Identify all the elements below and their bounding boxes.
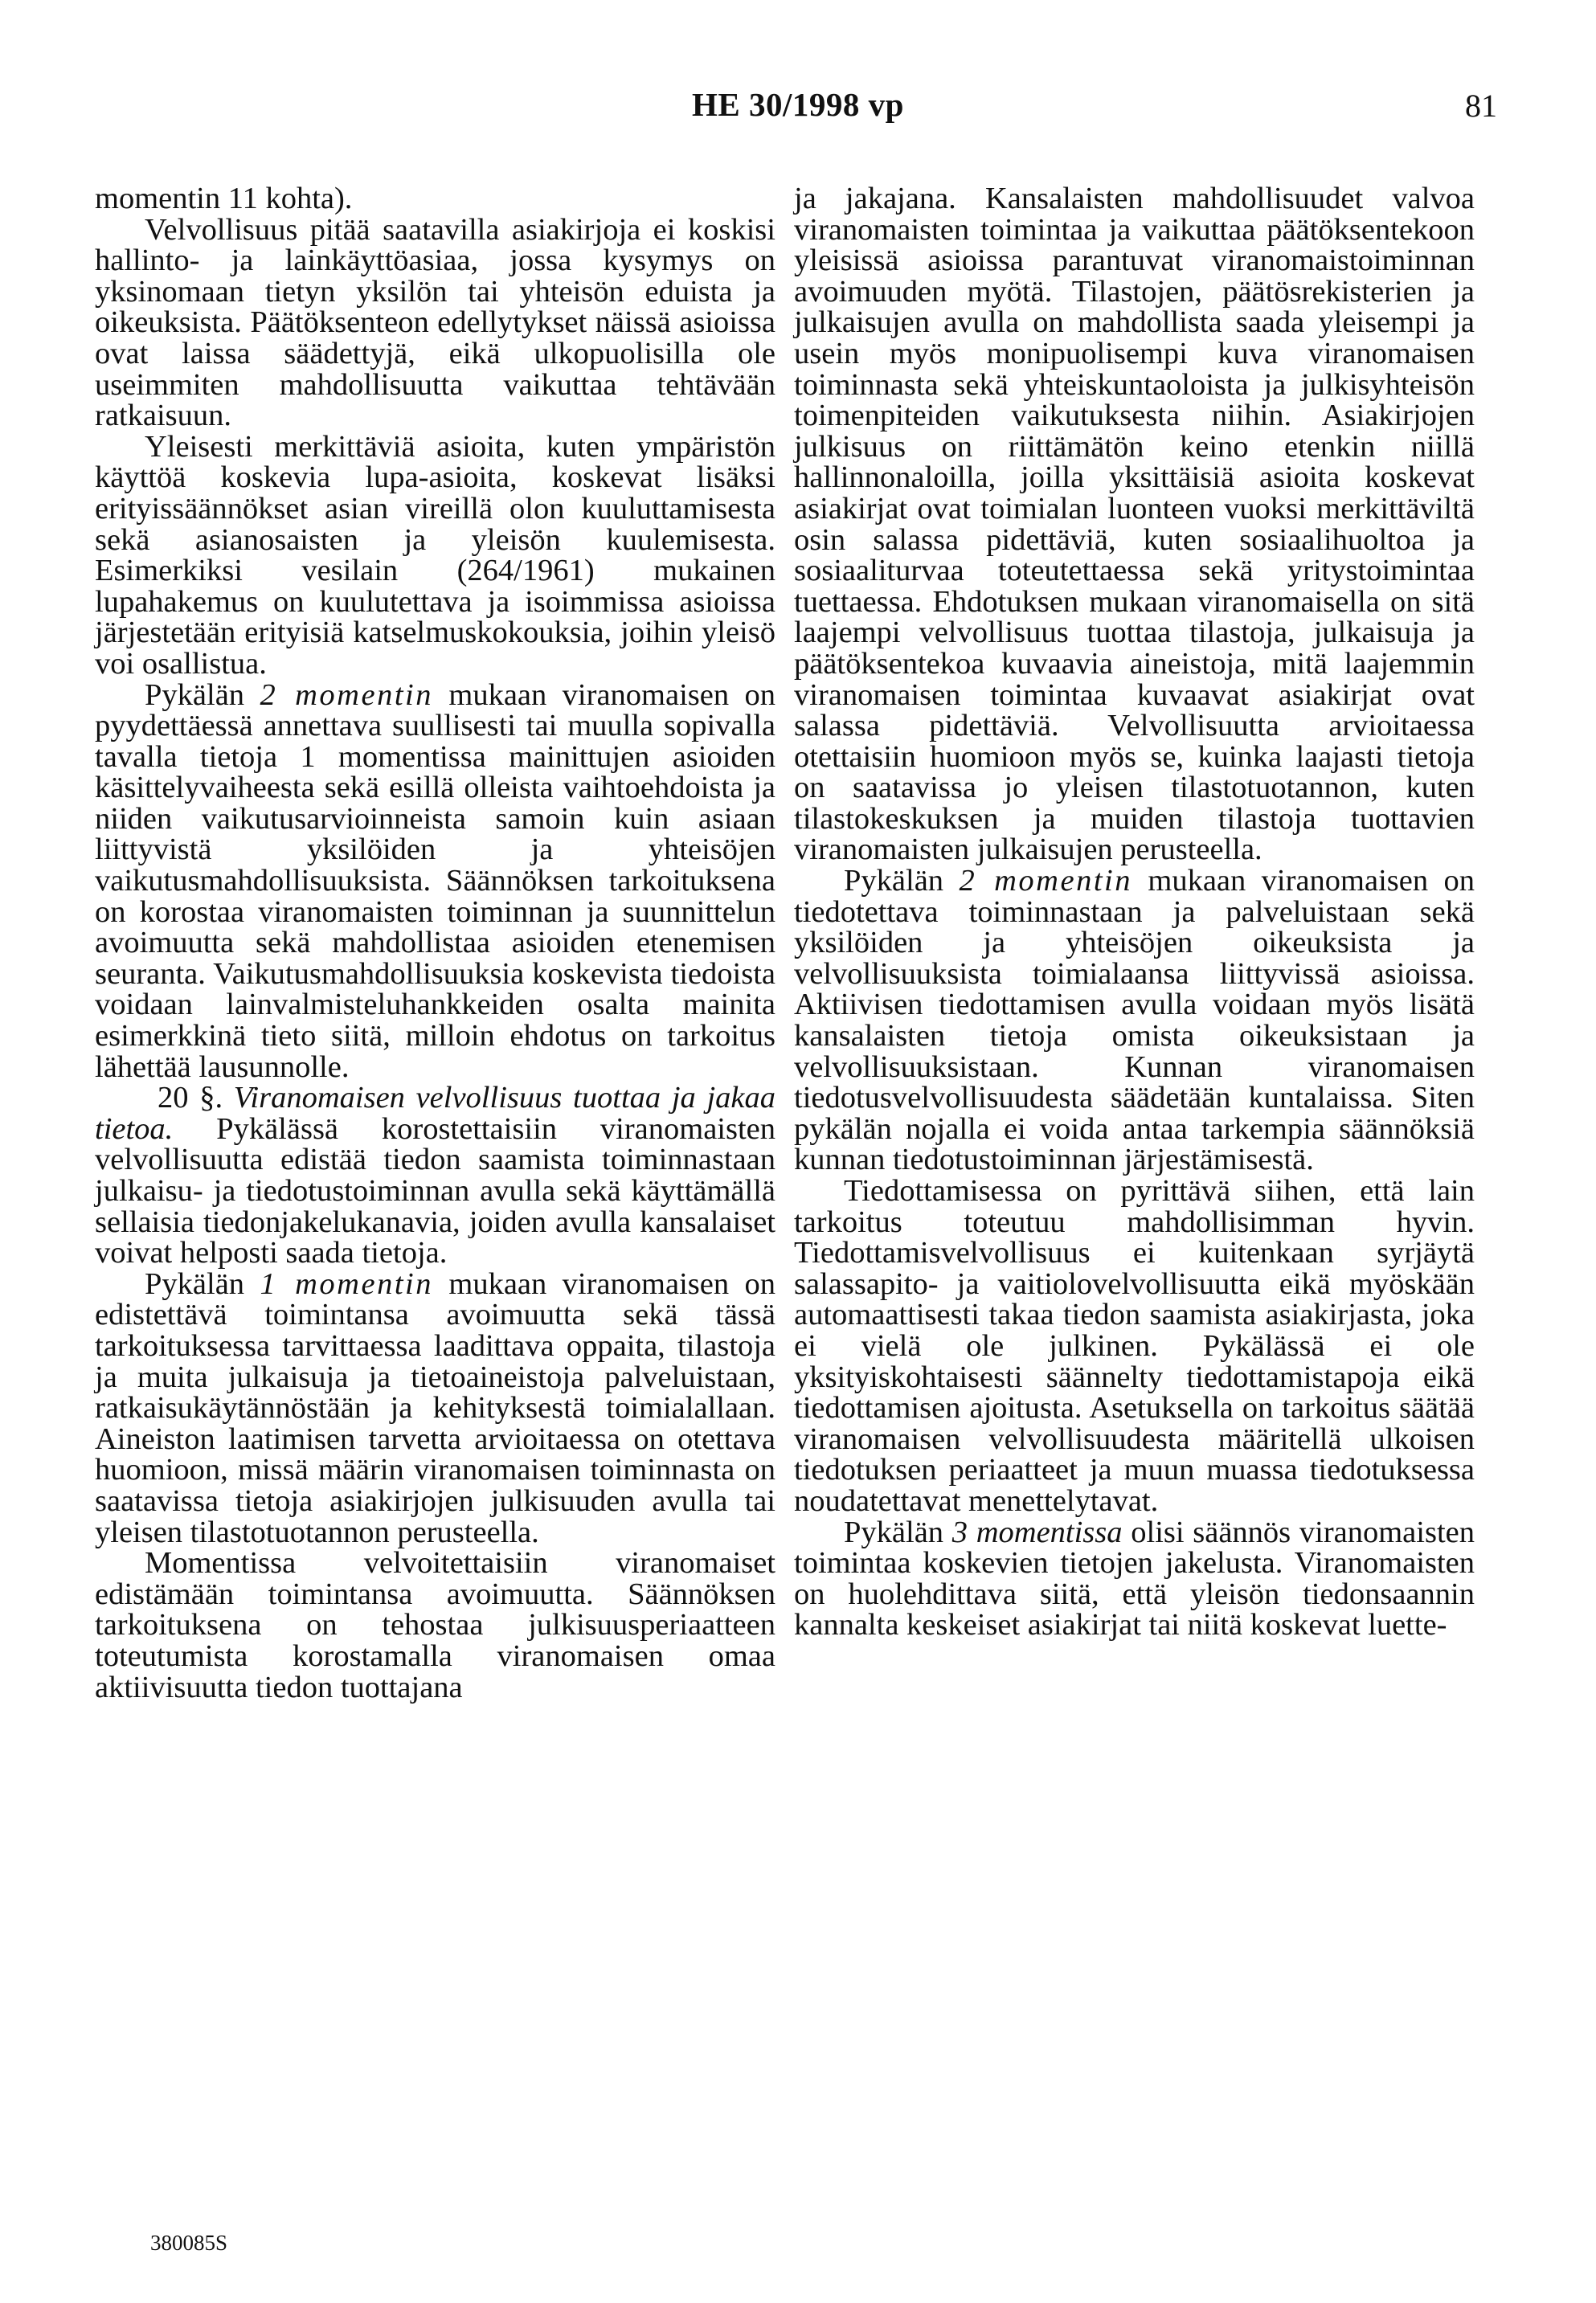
section-number: 20 §.: [158, 1081, 234, 1115]
paragraph: [794, 865, 1475, 1176]
paragraph: [95, 677, 775, 1084]
page-number: 81: [1465, 88, 1497, 124]
paragraph: Tiedottamisessa on pyrittävä siihen, että lain tarkoitus toteutuu mahdollisimman hyvin. Tiedottamisvelvollisuus ei kuitenkaan syrjäytä salassapito- ja vaitiolovelvollisuutta eikä myöskään automaattisesti takaa tiedon saamista asiakirjasta, joka ei vielä ole julkinen. Pykälässä ei ole yksityiskohtaisesti säännelty tiedottamistapoja eikä tiedottamisen ajoitusta. Asetuksella on tarkoitus säätää viranomaisen velvollisuudesta määritellä ulkoisen tiedotuksen periaatteet ja muun muassa tiedotuksessa noudatettavat menettelytavat.: [794, 1174, 1475, 1518]
paragraph: ja jakajana. Kansalaisten mahdollisuudet valvoa viranomaisten toimintaa ja vaikuttaa päätöksentekoon yleisissä asioissa parantuvat viranomaistoiminnan avoimuuden myötä. Tilastojen, päätösrekisterien ja julkaisujen avulla on mahdollista saada yleisempi ja usein myös monipuolisempi kuva viranomaisen toiminnasta sekä yhteiskuntaoloista ja julkisyhteisön toimenpiteiden vaikutuksesta niihin. Asiakirjojen julkisuus on riittämätön keino etenkin niillä hallinnonaloilla, joilla yksittäisiä asioita koskevat asiakirjat ovat toimialan luonteen vuoksi merkittäviltä osin salassa pidettäviä, kuten sosiaalihuoltoa ja sosiaaliturvaa toteutettaessa sekä yritystoimintaa tuettaessa. Ehdotuksen mukaan viranomaisella on sitä laajempi velvollisuus tuottaa tilastoja, julkaisuja ja päätöksentekoa kuvaavia aineistoja, mitä laajemmin viranomaisen toimintaa kuvaavat asiakirjat ovat salassa pidettäviä. Velvollisuutta arvioitaessa otettaisiin huomioon myös se, kuinka laajasti tietoja on saatavissa jo yleisen tilastotuotannon, kuten tilastokeskuksen ja muiden tilastoja tuottavien viranomaisten julkaisujen perusteella.: [794, 182, 1475, 867]
emphasis-text: 1 momentin: [260, 1266, 433, 1301]
text-run: Pykälässä korostettaisiin viranomaisten velvollisuutta edistää tiedon saamista toiminnastaan julkaisu- ja tiedotustoiminnan avulla sekä käyttämällä sellaisia tiedonjakelukanavia, joiden avulla kansalaiset voivat helposti saada tietoja.: [95, 1111, 775, 1270]
text-run: mukaan viranomaisen on tiedotettava toiminnastaan ja palveluistaan sekä yksilöiden ja yhteisöjen oikeuksista ja velvollisuuksista toimialaansa liittyvissä asioissa. Aktiivisen tiedottamisen avulla voidaan myös lisätä kansalaisten tietoja omista oikeuksistaan ja velvollisuuksistaan. Kunnan viranomaisen tiedotusvelvollisuudesta säädetään kuntalaissa. Siten pykälän nojalla ei voida antaa tarkempia säännöksiä kunnan tiedotustoiminnan järjestämisestä.: [794, 864, 1475, 1177]
footer-code: 380085S: [150, 2231, 228, 2255]
emphasis-text: 2 momentin: [959, 864, 1132, 898]
section-paragraph: [95, 1082, 775, 1269]
page-header-title: HE 30/1998 vp: [692, 86, 904, 123]
paragraph: [794, 1517, 1475, 1641]
left-column: [95, 183, 775, 1703]
paragraph: Yleisesti merkittäviä asioita, kuten ympäristön käyttöä koskevia lupa-asioita, koskevat lisäksi erityissäännökset asian vireillä olon kuuluttamisesta sekä asianosaisten ja yleisön kuulemisesta. Esimerkiksi vesilain (264/1961) mukainen lupahakemus on kuulutettava ja isoimmissa asioissa järjestetään erityisiä katselmuskokouksia, joihin yleisö voi osallistua.: [95, 429, 775, 681]
text-run: Pykälän: [844, 1515, 952, 1549]
text-run: Pykälän: [145, 1266, 260, 1301]
emphasis-text: 3 momentissa: [951, 1515, 1123, 1549]
paragraph: Velvollisuus pitää saatavilla asiakirjoja ei koskisi hallinto- ja lainkäyttöasiaa, jossa kysymys on yksinomaan tietyn yksilön tai yhteisön eduista ja oikeuksista. Päätöksenteon edellytykset näissä asioissa ovat laissa säädettyjä, eikä ulkopuolisilla ole useimmiten mahdollisuutta vaikuttaa tehtävään ratkaisuun.: [95, 212, 775, 433]
right-column: [794, 183, 1475, 1641]
text-run: Pykälän: [145, 677, 260, 712]
paragraph: [95, 1266, 775, 1549]
text-run: Pykälän: [844, 864, 960, 898]
paragraph: momentin 11 kohta).: [95, 182, 353, 215]
text-run: mukaan viranomaisen on pyydettäessä annettava suullisesti tai muulla sopivalla tavalla tietoja 1 momentissa mainittujen asioiden käsittelyvaiheesta sekä esillä olleista vaihtoehdoista ja niiden vaikutusarvioinneista samoin kuin asiaan liittyvistä yksilöiden ja yhteisöjen vaikutusmahdollisuuksista. Säännöksen tarkoituksena on korostaa viranomaisten toiminnan ja suunnittelun avoimuutta sekä mahdollistaa asioiden etenemisen seuranta. Vaikutusmahdollisuuksia koskevista tiedoista voidaan lainvalmisteluhankkeiden osalta mainita esimerkkinä tieto siitä, milloin ehdotus on tarkoitus lähettää lausunnolle.: [95, 677, 775, 1084]
section-heading: Viranomaisen velvollisuus tuottaa ja jakaa tietoa.: [95, 1081, 775, 1146]
text-run: mukaan viranomaisen on edistettävä toimintansa avoimuutta sekä tässä tarkoituksessa tarvittaessa laadittava oppaita, tilastoja ja muita julkaisuja ja tietoaineistoja palveluistaan, ratkaisukäytännöstään ja kehityksestä toimialallaan. Aineiston laatimisen tarvetta arvioitaessa on otettava huomioon, missä määrin viranomaisen toiminnasta on saatavissa tietoja asiakirjojen julkisuuden avulla tai yleisen tilastotuotannon perusteella.: [95, 1266, 775, 1549]
emphasis-text: 2 momentin: [260, 677, 433, 712]
text-run: olisi säännös viranomaisten toimintaa koskevien tietojen jakelusta. Viranomaisten on huolehdittava siitä, että yleisön tiedonsaannin kannalta keskeiset asiakirjat tai niitä koskevat luette-: [794, 1515, 1475, 1642]
paragraph: Momentissa velvoitettaisiin viranomaiset edistämään toimintansa avoimuutta. Säännöksen tarkoituksena on tehostaa julkisuusperiaatteen toteutumista korostamalla viranomaisen omaa aktiivisuutta tiedon tuottajana: [95, 1546, 775, 1704]
